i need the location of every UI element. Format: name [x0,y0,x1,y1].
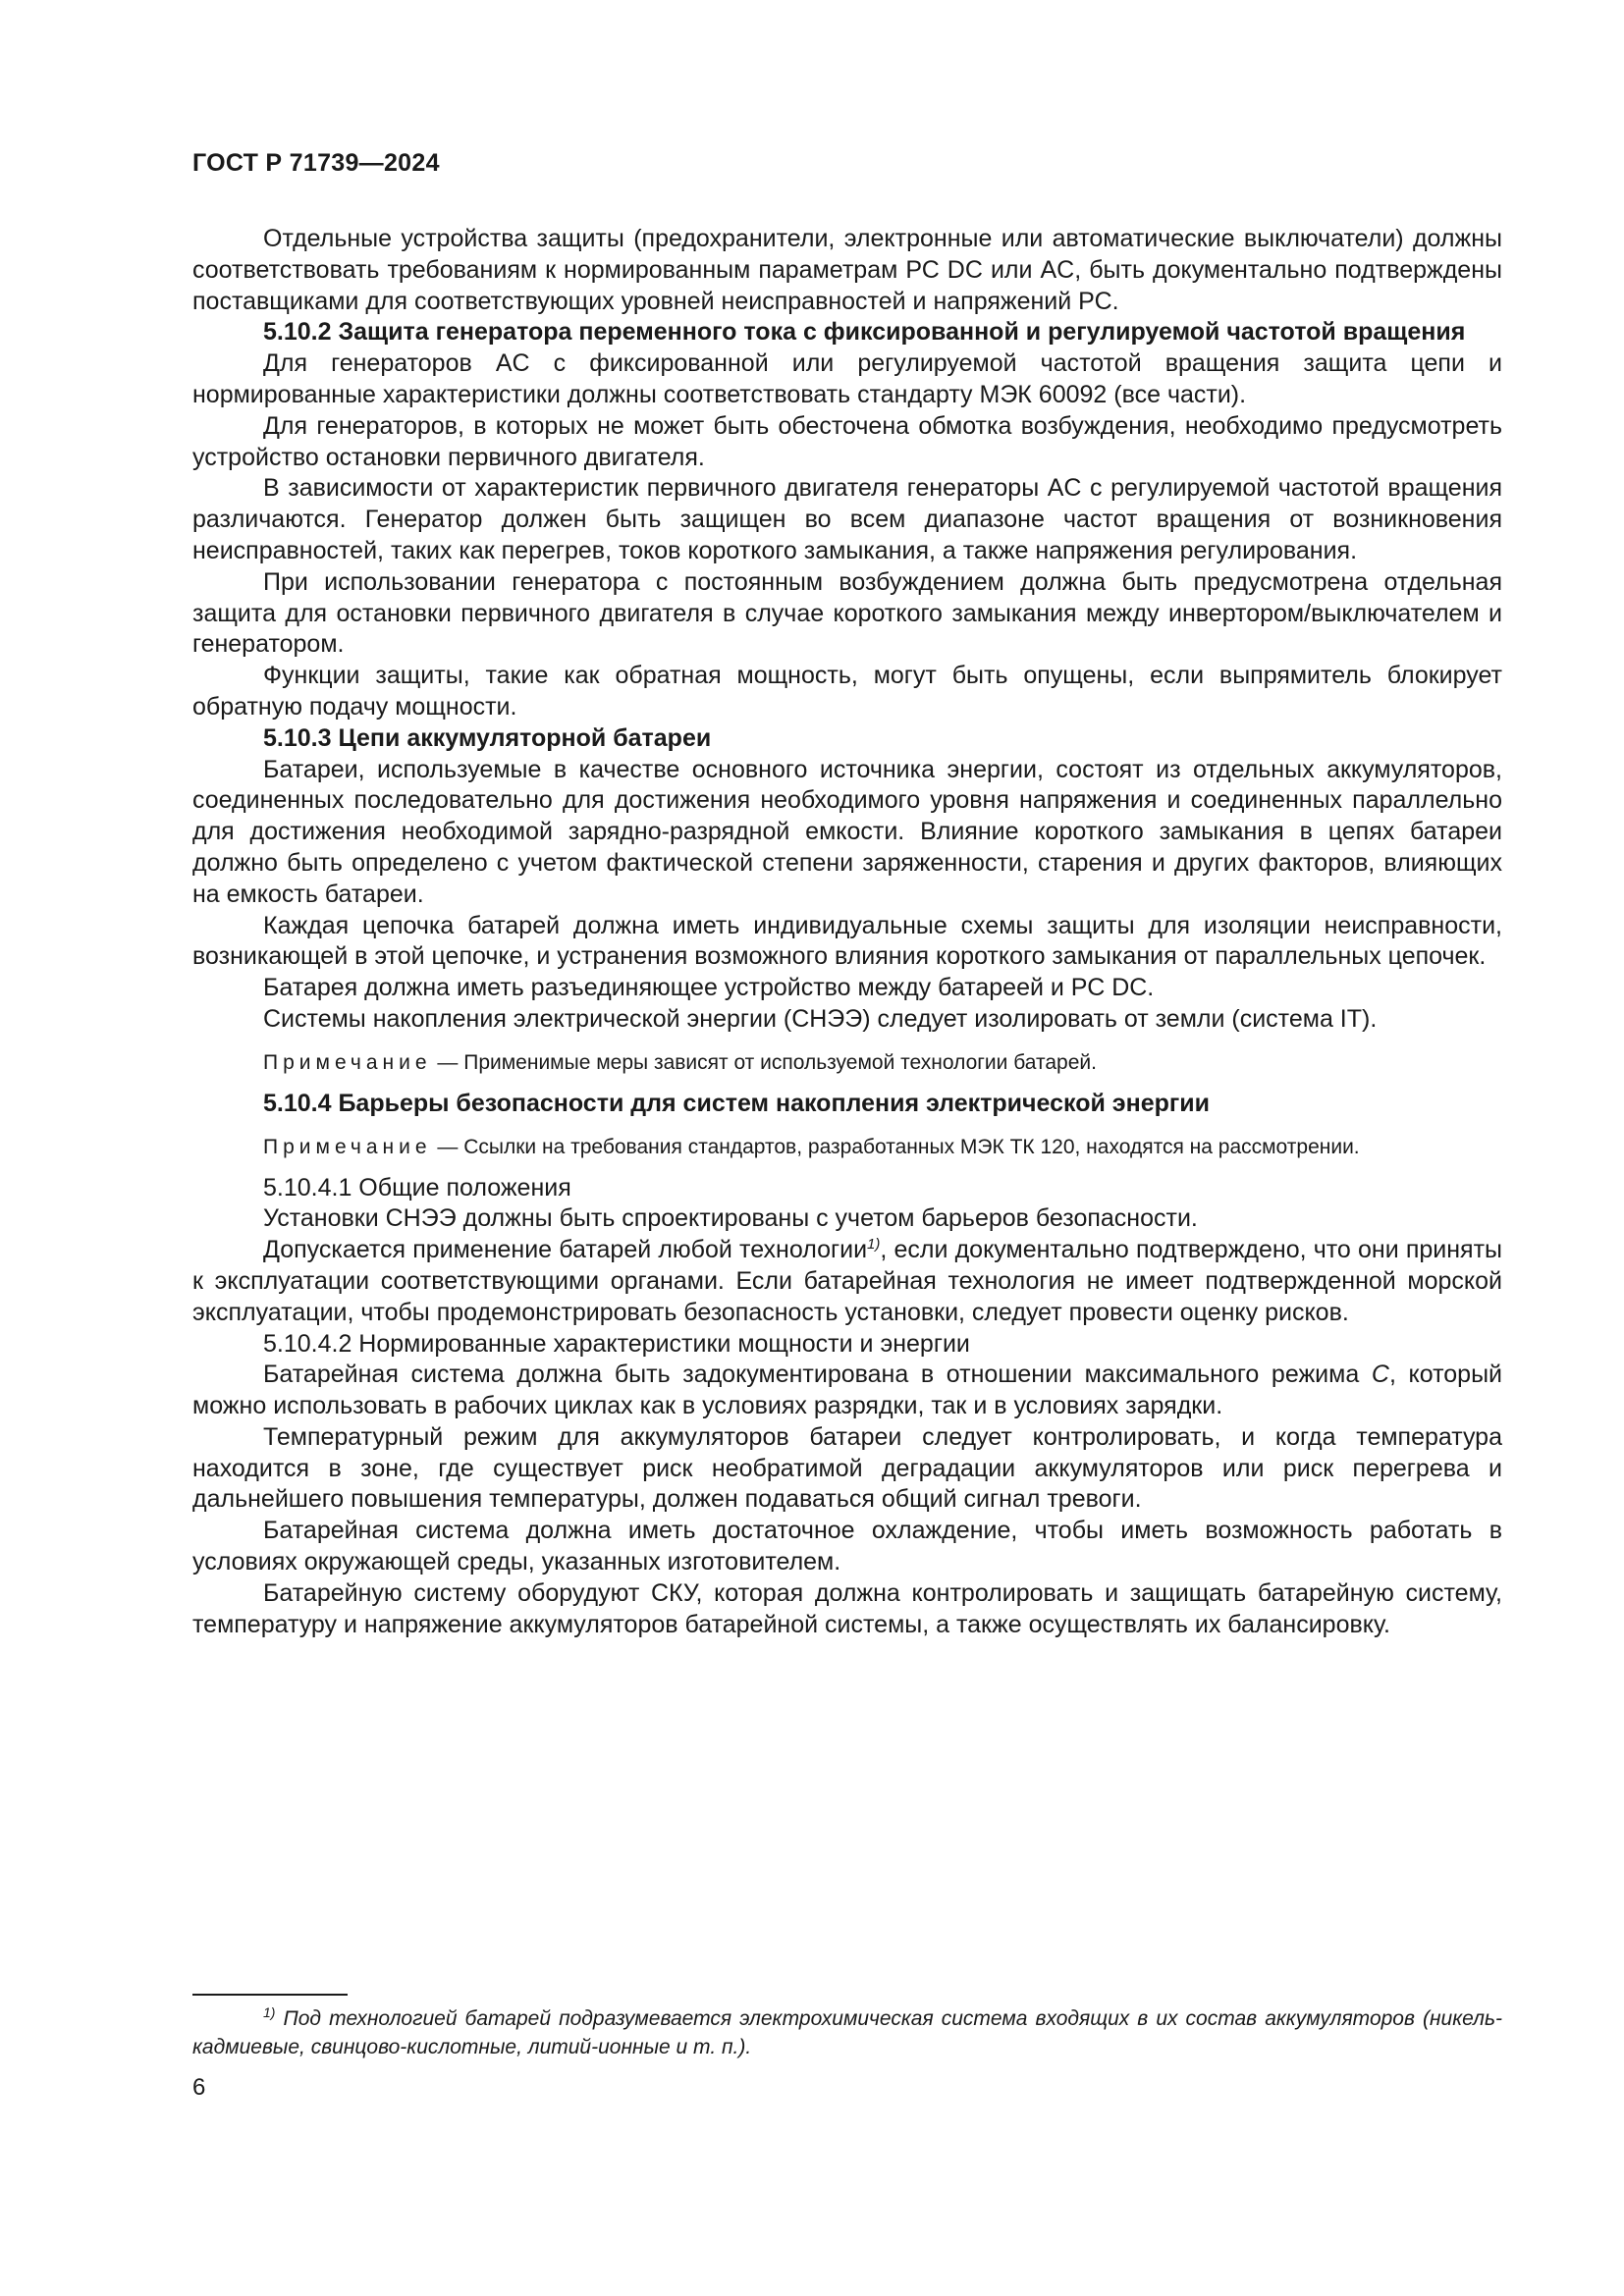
footnote-marker: 1) [263,2004,276,2020]
paragraph: Для генераторов AC с фиксированной или регулируемой частотой вращения защита цепи и нормированные характеристики должны соответствовать стандарту МЭК 60092 (все части). [192,349,1502,408]
paragraph: Температурный режим для аккумуляторов батареи следует контролировать, и когда температура находится в зоне, где существует риск необратимой деградации аккумуляторов или риск перегрева и дальнейшего повышения температуры, должен подаваться общий сигнал тревоги. [192,1422,1502,1514]
document-body [192,224,1502,1640]
paragraph: Функции защиты, такие как обратная мощность, могут быть опущены, если выпрямитель блокирует обратную подачу мощности. [192,662,1502,721]
paragraph: Для генераторов, в которых не может быть обесточена обмотка возбуждения, необходимо предусмотреть устройство остановки первичного двигателя. [192,411,1502,471]
subsection-title: 5.10.4.2 Нормированные характеристики мощности и энергии [263,1329,970,1358]
paragraph: Батарейная система должна иметь достаточное охлаждение, чтобы иметь возможность работать в условиях окружающей среды, указанных изготовителем. [192,1517,1502,1576]
note-text: — Ссылки на требования стандартов, разработанных МЭК ТК 120, находятся на рассмотрении. [431,1135,1360,1158]
footnote-text: Под технологией батарей подразумевается электрохимическая система входящих в их состав аккумуляторов (никель-кадмиевые, свинцово-кислотные, литий-ионные и т. п.). [192,2007,1502,2058]
paragraph: Батареи, используемые в качестве основного источника энергии, состоят из отдельных аккумуляторов, соединенных последовательно для достижения необходимого уровня напряжения и соединенных параллельно для достижения необходимой зарядно-разрядной емкости. Влияние короткого замыкания в цепях батареи должно быть определено с учетом фактической степени заряженности, старения и других факторов, влияющих на емкость батареи. [192,755,1502,908]
paragraph: Отдельные устройства защиты (предохранители, электронные или автоматические выключатели) должны соответствовать требованиям к нормированным параметрам РС DC или AC, быть документально подтверждены поставщиками для соответствующих уровней неисправностей и напряжений РС. [192,225,1502,315]
paragraph: Установки СНЭЭ должны быть спроектированы с учетом барьеров безопасности. [263,1204,1198,1233]
note-label: Примечание [263,1050,432,1074]
note-label: Примечание [263,1135,432,1158]
paragraph: Системы накопления электрической энергии (СНЭЭ) следует изолировать от земли (система IT). [263,1004,1378,1033]
paragraph: Батарея должна иметь разъединяющее устройство между батареей и РС DC. [263,974,1155,1002]
section-heading: 5.10.4 Барьеры безопасности для систем накопления электрической энергии [263,1089,1211,1117]
paragraph [192,1235,1502,1328]
section-heading: 5.10.2 Защита генератора переменного тока с фиксированной и регулируемой частотой вращения [263,318,1466,347]
paragraph-text: Батарейная система должна быть задокументирована в отношении максимального режима [263,1361,1372,1389]
section-heading: 5.10.3 Цепи аккумуляторной батареи [263,723,712,752]
paragraph: В зависимости от характеристик первичного двигателя генераторы AC с регулируемой частотой вращения различаются. Генератор должен быть защищен во всем диапазоне частот вращения от возникновения неисправностей, таких как перегрев, токов короткого замыкания, а также напряжения регулирования. [192,474,1502,564]
subsection-title: 5.10.4.1 Общие положения [263,1173,571,1201]
c-rate-symbol: C [1371,1361,1389,1389]
note-text: — Применимые меры зависят от используемой технологии батарей. [431,1050,1097,1074]
paragraph: При использовании генератора с постоянным возбуждением должна быть предусмотрена отдельная защита для остановки первичного двигателя в случае короткого замыкания между инвертором/выключателем и генератором. [192,567,1502,659]
paragraph: Каждая цепочка батарей должна иметь индивидуальные схемы защиты для изоляции неисправности, возникающей в этой цепочке, и устранения возможного влияния короткого замыкания от параллельных цепочек. [192,911,1502,971]
paragraph-text: , который можно использовать в рабочих циклах как в условиях разрядки, так и в условиях зарядки. [192,1361,1502,1420]
paragraph: Батарейную систему оборудуют СКУ, которая должна контролировать и защищать батарейную систему, температуру и напряжение аккумуляторов батарейной системы, а также осуществлять их балансировку. [192,1578,1502,1638]
document-header: ГОСТ Р 71739—2024 [192,149,440,177]
note [192,1134,1502,1161]
paragraph-text: , если документально подтверждено, что они приняты к эксплуатации соответствующими органами. Если батарейная технология не имеет подтвержденной морской эксплуатации, чтобы продемонстрировать безопасность установки, следует провести оценку рисков. [192,1236,1502,1326]
page-number: 6 [192,2074,206,2101]
paragraph [192,1360,1502,1422]
footnote [192,2004,1502,2061]
footnote-divider [192,1994,348,1996]
footnote-reference: 1) [867,1236,881,1254]
paragraph-text: Допускается применение батарей любой технологии [263,1236,868,1264]
note [192,1049,1502,1077]
